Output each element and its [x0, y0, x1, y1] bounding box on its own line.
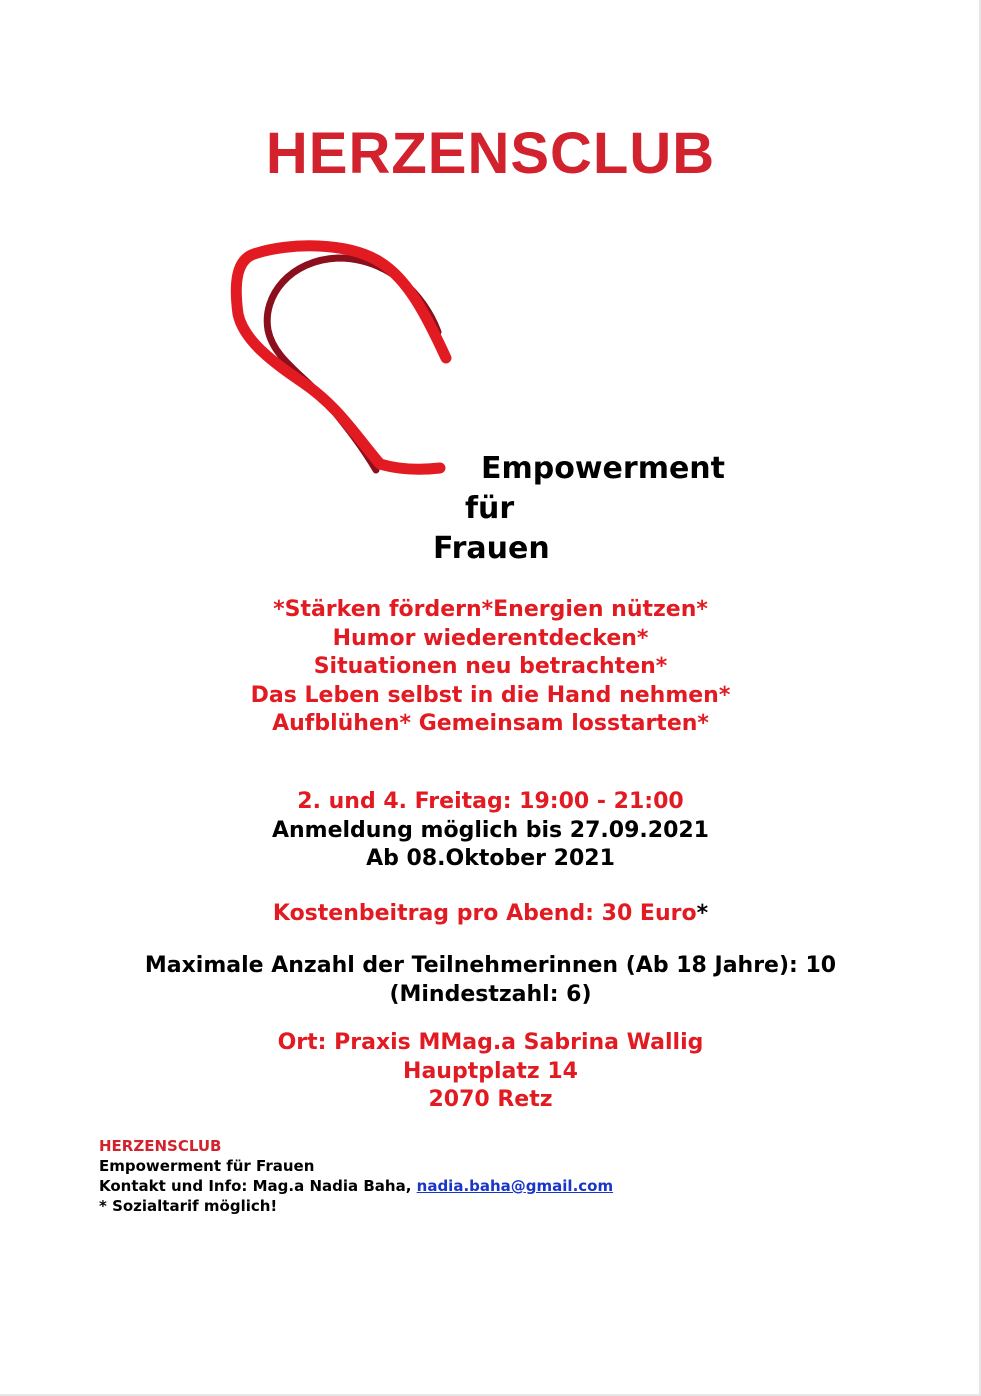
cost [0, 900, 981, 929]
cost-asterisk: * [696, 901, 709, 926]
schedule [0, 788, 981, 874]
slogan-line: Humor wiederentdecken* [332, 625, 649, 651]
subtitle-frauen: Frauen [433, 531, 550, 566]
location-city: 2070 Retz [428, 1087, 553, 1112]
subtitle-empowerment: Empowerment [481, 451, 725, 486]
email-link[interactable]: nadia.baha@gmail.com [416, 1177, 614, 1195]
slogan-line: Aufblühen* Gemeinsam losstarten* [272, 711, 709, 736]
slogan-line: *Stärken fördern*Energien nützen* [273, 597, 708, 622]
footer-subtitle: Empowerment für Frauen [99, 1157, 315, 1175]
footer-contact-label: Kontakt und Info: Mag.a Nadia Baha, [99, 1177, 417, 1195]
schedule-registration: Anmeldung möglich bis 27.09.2021 [271, 817, 709, 843]
cost-text: Kostenbeitrag pro Abend: 30 Euro [272, 901, 697, 926]
participants [0, 952, 981, 1009]
page-title: HERZENSCLUB [265, 121, 716, 186]
slogan-line: Situationen neu betrachten* [313, 654, 668, 679]
footer [99, 1136, 613, 1216]
schedule-time: 2. und 4. Freitag: 19:00 - 21:00 [297, 789, 684, 814]
footer-note: * Sozialtarif möglich! [99, 1197, 278, 1215]
heart-ribbon-icon [228, 236, 463, 478]
participants-max: Maximale Anzahl der Teilnehmerinnen (Ab 18 Jahre): 10 [144, 953, 837, 978]
footer-contact [99, 1176, 613, 1196]
footer-title: HERZENSCLUB [99, 1137, 222, 1155]
slogan-line: Das Leben selbst in die Hand nehmen* [250, 682, 731, 708]
location [0, 1029, 981, 1115]
location-place: Ort: Praxis MMag.a Sabrina Wallig [277, 1030, 704, 1055]
subtitle-fuer: für [465, 491, 515, 526]
schedule-start: Ab 08.Oktober 2021 [366, 846, 615, 871]
location-street: Hauptplatz 14 [403, 1058, 578, 1084]
slogans [0, 596, 981, 739]
participants-min: (Mindestzahl: 6) [389, 981, 592, 1007]
